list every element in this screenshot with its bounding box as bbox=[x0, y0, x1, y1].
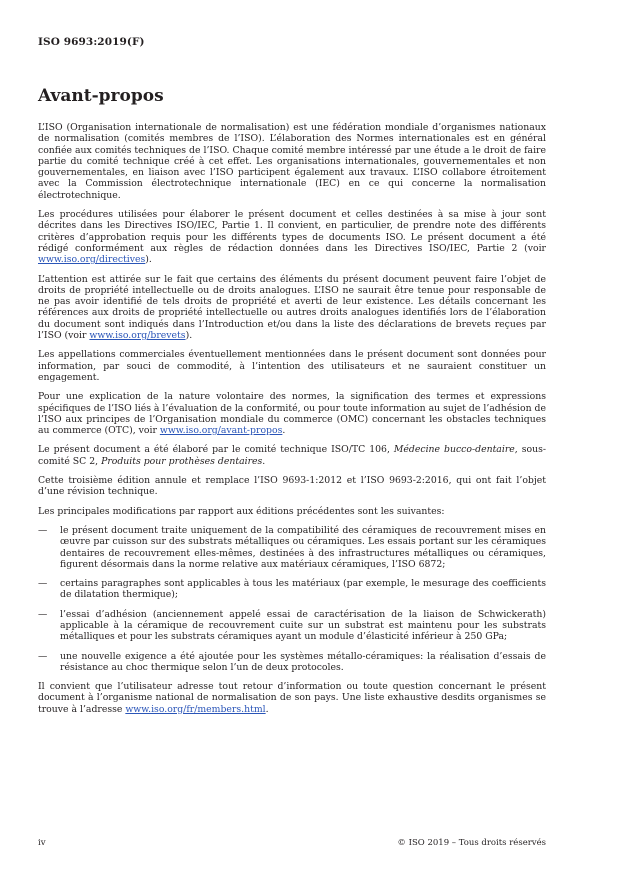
paragraph-changes-intro: Les principales modifications par rapport aux éditions précédentes sont les suivantes: bbox=[38, 505, 445, 517]
paragraph-text: . bbox=[282, 425, 286, 437]
paragraph-text: ). bbox=[185, 330, 193, 342]
dash-marker: — bbox=[38, 608, 48, 620]
paragraph-text: ). bbox=[145, 254, 152, 266]
link-directives[interactable]: www.iso.org/directives bbox=[38, 254, 146, 266]
paragraph-committee bbox=[38, 444, 546, 467]
paragraph-trade-names: Les appellations commerciales éventuellement mentionnées dans le présent document sont données pour information, par souci de commodité, à l’intention des utilisateurs et ne sauraient constituer un engagement. bbox=[38, 349, 546, 383]
committee-name: Médecine bucco-dentaire bbox=[393, 444, 515, 456]
changes-list bbox=[38, 525, 546, 673]
list-item-text: une nouvelle exigence a été ajoutée pour les systèmes métallo-céramiques: la réalisation d’essais de résistance au choc thermique selon l’un de deux protocoles. bbox=[60, 650, 546, 673]
page-footer bbox=[38, 838, 546, 848]
dash-marker: — bbox=[38, 650, 48, 662]
paragraph-text: L’attention est attirée sur le fait que certains des éléments du présent document peuvent faire l’objet de droits de propriété intellectuelle ou de droits analogues. L’ISO ne saurait être tenue pour responsable de ne pas avoir identifié de tels droits de propriété et averti de leur existence. Les détails concernant les références aux droits de propriété intellectuelle ou autres droits analogues identifiés lors de l’élaboration du document sont indiqués dans l’Introduction et/ou dans la liste des déclarations de brevets reçues par l’ISO (voir bbox=[38, 273, 546, 342]
paragraph-voluntary bbox=[38, 391, 546, 436]
paragraph-text: , sous-comité SC 2, bbox=[38, 444, 546, 467]
link-brevets[interactable]: www.iso.org/brevets bbox=[89, 330, 186, 342]
list-item bbox=[38, 525, 546, 570]
paragraph-text: Le présent document a été élaboré par le comité technique ISO/TC 106, bbox=[38, 444, 394, 456]
link-avant-propos[interactable]: www.iso.org/avant-propos bbox=[159, 425, 283, 437]
paragraph-text: Il convient que l’utilisateur adresse tout retour d’information ou toute question concernant le présent document à l’organisme national de normalisation de son pays. Une liste exhaustive desdits organismes se trouve à l’adresse bbox=[38, 681, 546, 715]
list-item bbox=[38, 651, 546, 674]
paragraph-iso-intro: L’ISO (Organisation internationale de normalisation) est une fédération mondiale d’organismes nationaux de normalisation (comités membres de l’ISO). L’élaboration des Normes internationales est en général confiée aux comités techniques de l’ISO. Chaque comité membre intéressé par une étude a le droit de faire partie du comité technique créé à cet effet. Les organisations internationales, gouvernementales et non gouvernementales, en liaison avec l’ISO participent également aux travaux. L’ISO collabore étroitement avec la Commission électrotechnique internationale (IEC) en ce qui concerne la normalisation électrotechnique. bbox=[38, 122, 546, 201]
link-members[interactable]: www.iso.org/fr/members.html bbox=[125, 703, 266, 715]
paragraph-patents bbox=[38, 274, 546, 342]
dash-marker: — bbox=[38, 578, 48, 590]
paragraph-procedures bbox=[38, 209, 546, 265]
paragraph-text: . bbox=[265, 703, 269, 715]
dash-marker: — bbox=[38, 524, 48, 536]
copyright-notice: © ISO 2019 – Tous droits réservés bbox=[397, 838, 546, 848]
paragraph-text: . bbox=[262, 455, 266, 467]
subcommittee-name: Produits pour prothèses dentaires bbox=[101, 455, 263, 467]
list-item-text: le présent document traite uniquement de la compatibilité des céramiques de recouvrement mises en œuvre par cuisson sur des substrats métalliques ou céramiques. Les essais portant sur les céramiques dentaires de recouvrement elles-mêmes, destinées à des infrastructures métalliques ou céramiques, figurent désormais dans la norme relative aux matériaux céramiques, l’ISO 6872; bbox=[60, 524, 546, 570]
paragraph-text: Les procédures utilisées pour élaborer le présent document et celles destinées à sa mise à jour sont décrites dans les Directives ISO/IEC, Partie 1. Il convient, en particulier, de prendre note des différents critères d’approbation requis pour les différents types de documents ISO. Le présent document a été rédigé conformément aux règles de rédaction données dans les Directives ISO/IEC, Partie 2 (voir bbox=[38, 209, 546, 254]
list-item-text: l’essai d’adhésion (anciennement appelé essai de caractérisation de la liaison de Schwickerath) applicable à la céramique de recouvrement cuite sur un substrat est maintenu pour les substrats métalliques et pour les substrats céramiques ayant un module d’élasticité inférieur à 250 GPa; bbox=[60, 608, 546, 643]
foreword-body bbox=[38, 122, 546, 723]
document-id: ISO 9693:2019(F) bbox=[38, 36, 145, 48]
paragraph-feedback bbox=[38, 681, 546, 715]
paragraph-edition: Cette troisième édition annule et remplace l’ISO 9693-1:2012 et l’ISO 9693-2:2016, qui ont fait l’objet d’une révision technique. bbox=[38, 475, 546, 498]
list-item bbox=[38, 578, 546, 601]
paragraph-text: Pour une explication de la nature volontaire des normes, la signification des termes et expressions spécifiques de l’ISO liés à l’évaluation de la conformité, ou pour toute information au sujet de l’adhésion de l’ISO aux principes de l’Organisation mondiale du commerce (OMC) concernant les obstacles techniques au commerce (OTC), voir bbox=[38, 391, 546, 437]
section-title: Avant-propos bbox=[38, 86, 164, 106]
page-number: iv bbox=[38, 838, 46, 848]
list-item-text: certains paragraphes sont applicables à tous les matériaux (par exemple, le mesurage des coefficients de dilatation thermique); bbox=[60, 578, 546, 601]
list-item bbox=[38, 609, 546, 643]
